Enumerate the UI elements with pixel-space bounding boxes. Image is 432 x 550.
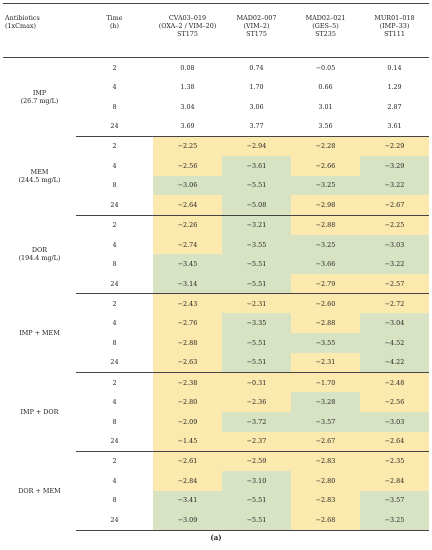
value-cell: −3.22 (360, 254, 429, 274)
value-cell: −4.52 (360, 333, 429, 353)
value-cell: 1.38 (153, 77, 222, 97)
value-cell: 2.87 (360, 97, 429, 117)
time-cell: 24 (76, 510, 153, 530)
time-cell: 24 (76, 274, 153, 294)
time-cell: 8 (112, 496, 117, 505)
header-antibiotics-line1: Antibiotics (5, 14, 40, 22)
value-cell: −5.51 (222, 333, 291, 353)
antibiotic-name-line: DOR (31, 246, 48, 255)
value-cell: −2.43 (153, 294, 222, 314)
value-cell: −2.67 (360, 195, 429, 215)
strain-2-enzyme: (VIM–2) (243, 22, 270, 30)
value-cell: −3.03 (360, 412, 429, 432)
value-cell: −2.83 (291, 491, 360, 511)
value-cell: −3.45 (153, 254, 222, 274)
antibiotic-name-line: DOR + MEM (18, 486, 61, 495)
time-cell: 8 (112, 338, 117, 347)
antibiotic-name-line: (244.5 mg/L) (18, 175, 61, 184)
value-cell: −2.76 (153, 313, 222, 333)
value-cell: −3.66 (291, 254, 360, 274)
value-cell: −2.64 (153, 195, 222, 215)
value-cell: 3.56 (291, 117, 360, 137)
time-cell: 8 (112, 417, 117, 426)
time-cell: 2 (112, 142, 117, 151)
time-cell: 2 (112, 378, 117, 387)
antibiotic-group-label (3, 451, 76, 530)
value-cell: −3.28 (291, 392, 360, 412)
antibiotic-name-line: IMP + DOR (20, 407, 59, 416)
value-cell: −2.61 (153, 451, 222, 471)
value-cell: 3.77 (222, 117, 291, 137)
value-cell: −3.14 (153, 274, 222, 294)
value-cell: −2.88 (291, 215, 360, 235)
results-table-container (3, 3, 429, 531)
time-cell: 4 (112, 161, 117, 170)
strain-2-id: MAD02–007 (236, 14, 277, 22)
antibiotic-group-label (3, 373, 76, 452)
header-strain-4 (360, 4, 429, 58)
time-cell: 2 (112, 457, 117, 466)
value-cell: −2.98 (291, 195, 360, 215)
value-cell: −2.80 (153, 392, 222, 412)
antibiotic-name-line: IMP + MEM (19, 329, 60, 338)
antibiotic-group-label (3, 294, 76, 373)
value-cell: −2.56 (360, 392, 429, 412)
value-cell: −5.51 (222, 176, 291, 196)
value-cell: −2.60 (291, 294, 360, 314)
strain-1-enzyme: (OXA–2 / VIM–20) (158, 22, 217, 30)
value-cell: 1.70 (222, 77, 291, 97)
header-time-line1: Time (106, 14, 123, 22)
header-antibiotics (3, 4, 76, 58)
value-cell: −2.26 (153, 215, 222, 235)
time-cell: 4 (112, 398, 117, 407)
time-cell: 2 (112, 221, 117, 230)
value-cell: −2.57 (360, 274, 429, 294)
strain-2-st: ST175 (246, 30, 267, 38)
time-cell: 8 (112, 102, 117, 111)
value-cell: −2.25 (153, 136, 222, 156)
value-cell: 0.08 (153, 58, 222, 78)
table-body (3, 58, 429, 531)
value-cell: −2.66 (291, 156, 360, 176)
value-cell: −2.56 (153, 156, 222, 176)
value-cell: −3.72 (222, 412, 291, 432)
table-row (3, 451, 429, 471)
value-cell: −2.80 (291, 471, 360, 491)
time-cell: 24 (76, 353, 153, 373)
table-row (3, 373, 429, 393)
value-cell: −5.51 (222, 510, 291, 530)
table-row (3, 136, 429, 156)
value-cell: −2.09 (153, 412, 222, 432)
header-strain-1 (153, 4, 222, 58)
antibiotic-group-label (3, 58, 76, 137)
value-cell: −5.08 (222, 195, 291, 215)
value-cell: −2.37 (222, 432, 291, 452)
header-row (3, 4, 429, 58)
antibiotic-group-label (3, 136, 76, 215)
time-cell: 4 (112, 240, 117, 249)
value-cell: −2.68 (291, 510, 360, 530)
time-cell: 2 (112, 299, 117, 308)
header-time-line2: (h) (109, 22, 120, 30)
value-cell: −2.84 (153, 471, 222, 491)
value-cell: 3.04 (153, 97, 222, 117)
strain-3-enzyme: (GES–5) (312, 22, 339, 30)
value-cell: −3.22 (360, 176, 429, 196)
value-cell: −2.28 (291, 136, 360, 156)
time-cell: 24 (76, 117, 153, 137)
antibiotic-name-line: MEM (30, 167, 49, 176)
value-cell: −3.35 (222, 313, 291, 333)
time-cell: 2 (112, 63, 117, 72)
value-cell: −3.55 (291, 333, 360, 353)
value-cell: −2.29 (360, 136, 429, 156)
value-cell: −0.05 (291, 58, 360, 78)
value-cell: 0.74 (222, 58, 291, 78)
value-cell: −0.31 (222, 373, 291, 393)
value-cell: −2.31 (222, 294, 291, 314)
antibiotic-name-line: (26.7 mg/L) (20, 97, 59, 106)
value-cell: −1.70 (291, 373, 360, 393)
time-cell: 4 (112, 319, 117, 328)
value-cell: 0.14 (360, 58, 429, 78)
value-cell: −2.48 (360, 373, 429, 393)
header-strain-3 (291, 4, 360, 58)
value-cell: −5.51 (222, 254, 291, 274)
strain-4-id: MUR01–018 (374, 14, 415, 22)
value-cell: −3.04 (360, 313, 429, 333)
value-cell: −3.41 (153, 491, 222, 511)
value-cell: −2.31 (291, 353, 360, 373)
antibiotic-name-line: (194.4 mg/L) (18, 254, 61, 263)
strain-3-id: MAD02–021 (305, 14, 346, 22)
value-cell: −2.35 (360, 451, 429, 471)
value-cell: −2.64 (360, 432, 429, 452)
value-cell: −1.45 (153, 432, 222, 452)
antibiotic-group-label (3, 215, 76, 294)
strain-4-enzyme: (IMP–33) (379, 22, 410, 30)
value-cell: −5.51 (222, 491, 291, 511)
time-cell: 8 (112, 181, 117, 190)
value-cell: −2.38 (153, 373, 222, 393)
value-cell: 3.69 (153, 117, 222, 137)
value-cell: −2.88 (153, 333, 222, 353)
value-cell: −3.55 (222, 235, 291, 255)
table-row (3, 58, 429, 78)
strain-3-st: ST235 (315, 30, 336, 38)
strain-1-st: ST175 (177, 30, 198, 38)
value-cell: −3.09 (153, 510, 222, 530)
value-cell: −3.61 (222, 156, 291, 176)
value-cell: −2.83 (291, 451, 360, 471)
table-row (3, 294, 429, 314)
value-cell: −2.63 (153, 353, 222, 373)
value-cell: 3.01 (291, 97, 360, 117)
value-cell: −3.57 (291, 412, 360, 432)
value-cell: −2.88 (291, 313, 360, 333)
value-cell: −3.25 (360, 510, 429, 530)
table-row (3, 215, 429, 235)
value-cell: 0.66 (291, 77, 360, 97)
value-cell: −2.59 (222, 451, 291, 471)
value-cell: −2.94 (222, 136, 291, 156)
value-cell: −3.21 (222, 215, 291, 235)
value-cell: −3.10 (222, 471, 291, 491)
time-cell: 24 (76, 195, 153, 215)
value-cell: −3.57 (360, 491, 429, 511)
time-kill-table (3, 3, 429, 531)
value-cell: −5.51 (222, 274, 291, 294)
strain-1-id: CVA03–019 (168, 14, 207, 22)
value-cell: −3.29 (360, 156, 429, 176)
value-cell: −2.84 (360, 471, 429, 491)
figure-caption: (a) (210, 533, 222, 542)
value-cell: −3.03 (360, 235, 429, 255)
strain-4-st: ST111 (384, 30, 405, 38)
value-cell: −5.51 (222, 353, 291, 373)
value-cell: −4.22 (360, 353, 429, 373)
value-cell: 1.29 (360, 77, 429, 97)
time-cell: 4 (112, 83, 117, 92)
value-cell: 3.61 (360, 117, 429, 137)
header-antibiotics-line2: (1xCmax) (5, 22, 37, 30)
time-cell: 24 (76, 432, 153, 452)
value-cell: −3.25 (291, 176, 360, 196)
antibiotic-name-line: IMP (32, 89, 47, 98)
value-cell: −2.74 (153, 235, 222, 255)
time-cell: 8 (112, 260, 117, 269)
value-cell: −2.36 (222, 392, 291, 412)
value-cell: −2.25 (360, 215, 429, 235)
time-cell: 4 (112, 476, 117, 485)
header-strain-2 (222, 4, 291, 58)
value-cell: −2.79 (291, 274, 360, 294)
value-cell: 3.06 (222, 97, 291, 117)
value-cell: −3.25 (291, 235, 360, 255)
value-cell: −2.72 (360, 294, 429, 314)
value-cell: −3.06 (153, 176, 222, 196)
header-time (76, 4, 153, 58)
value-cell: −2.67 (291, 432, 360, 452)
